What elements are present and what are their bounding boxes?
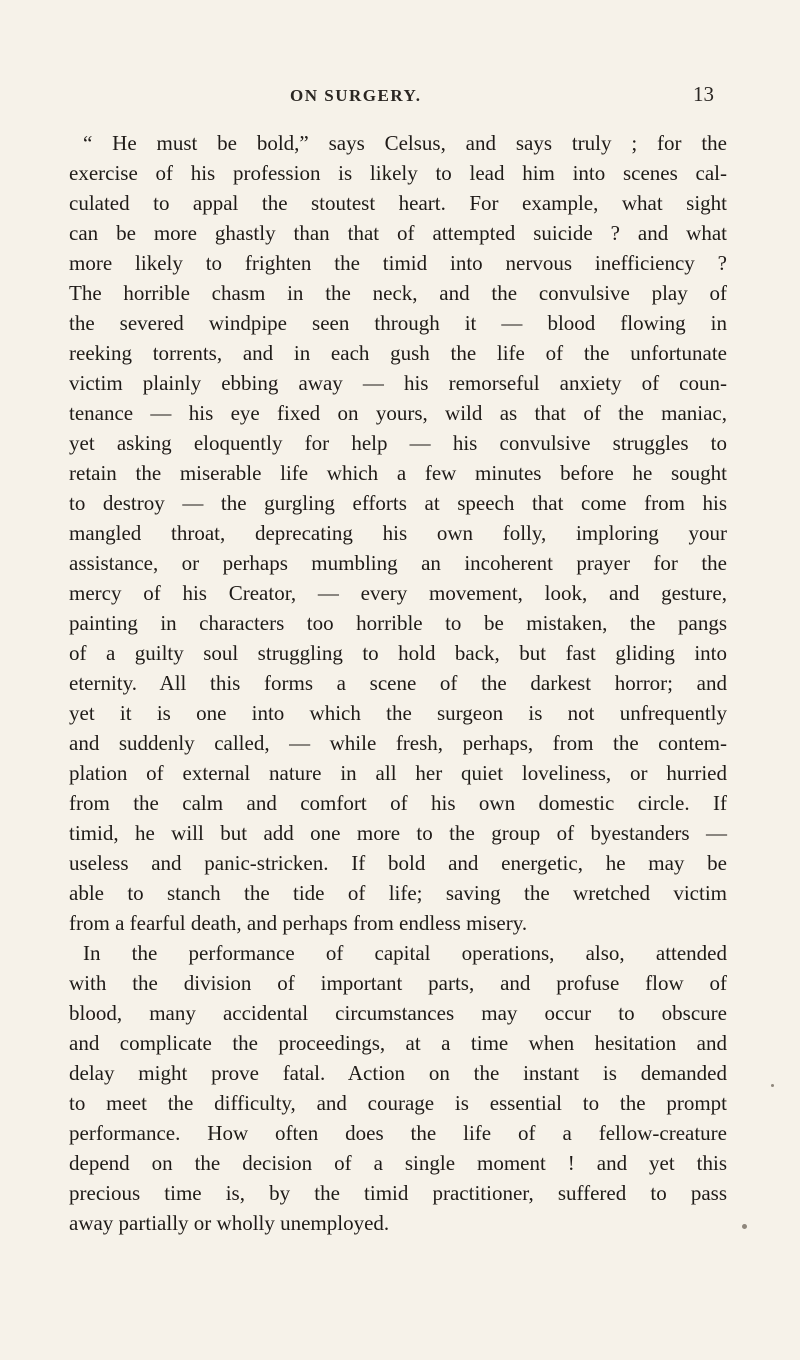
text-line: exercise of his profession is likely to lead him into scenes cal- xyxy=(69,161,727,185)
text-line: from the calm and comfort of his own domestic circle. If xyxy=(69,791,727,815)
text-line: precious time is, by the timid practitioner, suffered to pass xyxy=(69,1181,727,1205)
text-line: more likely to frighten the timid into nervous inefficiency ? xyxy=(69,251,727,275)
text-line: from a fearful death, and perhaps from endless misery. xyxy=(69,911,528,935)
text-line: useless and panic-stricken. If bold and energetic, he may be xyxy=(69,851,727,875)
text-line: painting in characters too horrible to be mistaken, the pangs xyxy=(69,611,727,635)
running-head xyxy=(0,84,800,114)
page-number: 13 xyxy=(693,82,714,106)
text-line: able to stanch the tide of life; saving the wretched victim xyxy=(69,881,727,905)
text-line: of a guilty soul struggling to hold back, but fast gliding into xyxy=(69,641,727,665)
text-line: victim plainly ebbing away — his remorseful anxiety of coun- xyxy=(69,371,727,395)
text-line: culated to appal the stoutest heart. For example, what sight xyxy=(69,191,727,215)
text-line: with the division of important parts, and profuse flow of xyxy=(69,971,727,995)
text-line: mangled throat, deprecating his own folly, imploring your xyxy=(69,521,727,545)
text-line: performance. How often does the life of a fellow-creature xyxy=(69,1121,727,1145)
paper-speck xyxy=(771,1084,774,1087)
text-line: mercy of his Creator, — every movement, look, and gesture, xyxy=(69,581,727,605)
running-title: ON SURGERY. xyxy=(290,86,422,105)
text-line: “ He must be bold,” says Celsus, and says truly ; for the xyxy=(83,131,727,155)
text-line: retain the miserable life which a few minutes before he sought xyxy=(69,461,727,485)
text-line: away partially or wholly unemployed. xyxy=(69,1211,390,1235)
text-line: tenance — his eye fixed on yours, wild as that of the maniac, xyxy=(69,401,727,425)
text-line: reeking torrents, and in each gush the life of the unfortunate xyxy=(69,341,727,365)
text-line: and complicate the proceedings, at a time when hesitation and xyxy=(69,1031,727,1055)
body-text xyxy=(69,128,727,1238)
text-line: plation of external nature in all her quiet loveliness, or hurried xyxy=(69,761,727,785)
text-line: delay might prove fatal. Action on the instant is demanded xyxy=(69,1061,727,1085)
text-line: the severed windpipe seen through it — blood flowing in xyxy=(69,311,727,335)
text-line: eternity. All this forms a scene of the darkest horror; and xyxy=(69,671,727,695)
text-line: blood, many accidental circumstances may occur to obscure xyxy=(69,1001,727,1025)
text-line: assistance, or perhaps mumbling an incoherent prayer for the xyxy=(69,551,727,575)
text-line: The horrible chasm in the neck, and the convulsive play of xyxy=(69,281,727,305)
text-line: and suddenly called, — while fresh, perhaps, from the contem- xyxy=(69,731,727,755)
text-line: can be more ghastly than that of attempted suicide ? and what xyxy=(69,221,727,245)
text-line: depend on the decision of a single moment ! and yet this xyxy=(69,1151,727,1175)
text-line: yet asking eloquently for help — his convulsive struggles to xyxy=(69,431,727,455)
text-line: to meet the difficulty, and courage is essential to the prompt xyxy=(69,1091,727,1115)
paper-speck xyxy=(742,1224,747,1229)
text-line: yet it is one into which the surgeon is not unfrequently xyxy=(69,701,727,725)
text-line: In the performance of capital operations, also, attended xyxy=(83,941,727,965)
text-line: to destroy — the gurgling efforts at speech that come from his xyxy=(69,491,727,515)
text-line: timid, he will but add one more to the group of byestanders — xyxy=(69,821,727,845)
